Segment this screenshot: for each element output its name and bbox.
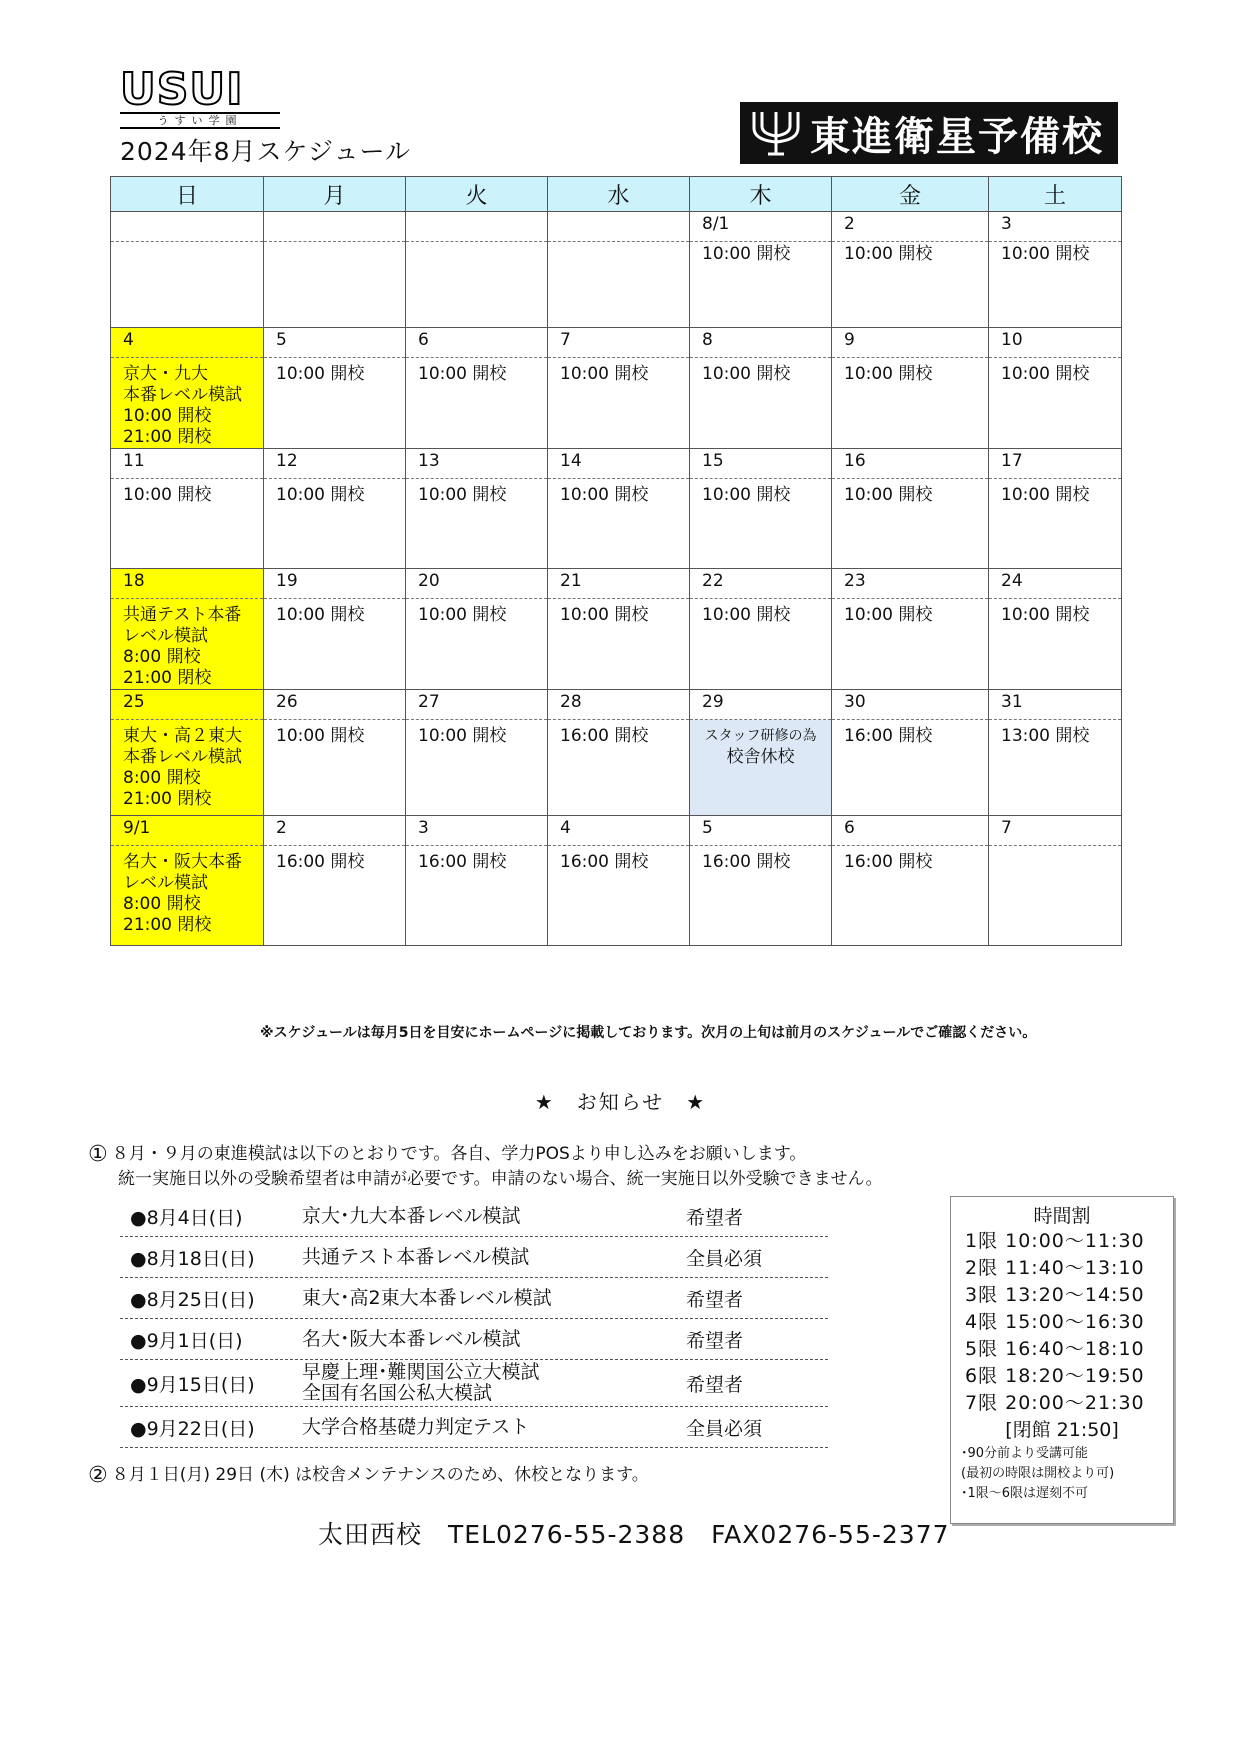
event-cell [989, 479, 1122, 569]
event-text: 16:00 開校 [702, 852, 791, 872]
exam-name-line: 東大･高2東大本番レベル模試 [302, 1286, 552, 1309]
notice-1 [88, 1142, 883, 1191]
weekday-header: 火 [406, 177, 548, 212]
exam-name-line: 早慶上理･難関国公立大模試 [302, 1361, 540, 1383]
week-event-row [111, 358, 1122, 449]
event-text: レベル模試 [123, 873, 208, 893]
date-cell: 2 [264, 816, 406, 846]
event-cell [690, 720, 832, 816]
event-text: 16:00 開校 [560, 852, 649, 872]
event-cell [264, 846, 406, 946]
event-cell [264, 599, 406, 690]
event-text: 10:00 開校 [276, 364, 365, 384]
date-cell: 4 [548, 816, 690, 846]
event-text: 10:00 開校 [844, 485, 933, 505]
event-cell [548, 242, 690, 328]
event-text: 10:00 開校 [1001, 605, 1090, 625]
event-cell [111, 242, 264, 328]
date-cell: 29 [690, 690, 832, 720]
date-cell: 8/1 [690, 212, 832, 242]
timetable-period: 6限 18:20～19:50 [965, 1365, 1145, 1387]
date-cell: 6 [406, 328, 548, 358]
exam-requirement: 全員必須 [686, 1247, 763, 1270]
weekday-header: 木 [690, 177, 832, 212]
timetable-box [950, 1196, 1174, 1524]
exam-date: ●8月18日(日) [130, 1247, 255, 1270]
timetable-period: 2限 11:40～13:10 [965, 1257, 1145, 1279]
event-cell [548, 599, 690, 690]
date-cell: 7 [548, 328, 690, 358]
event-cell [690, 846, 832, 946]
event-cell [111, 599, 264, 690]
contact-info: 太田西校 TEL0276-55-2388 FAX0276-55-2377 [318, 1520, 950, 1549]
calendar-body [111, 212, 1122, 946]
event-text: 10:00 開校 [276, 605, 365, 625]
exam-name-line: 名大･阪大本番レベル模試 [302, 1327, 521, 1350]
date-cell: 2 [832, 212, 989, 242]
timetable-periods [951, 1228, 1173, 1417]
week-event-row [111, 242, 1122, 328]
page-title: 2024年8月スケジュール [120, 137, 412, 166]
timetable-title: 時間割 [1033, 1205, 1091, 1227]
event-cell [111, 846, 264, 946]
notice-2-text: ８月１日(月) 29日 (木) は校舎メンテナンスのため、休校となります。 [111, 1465, 649, 1485]
timetable-closing: [閉館 21:50] [1005, 1419, 1119, 1441]
timetable-period: 5限 16:40～18:10 [965, 1338, 1145, 1360]
event-text: 10:00 開校 [276, 485, 365, 505]
event-text: 8:00 開校 [123, 894, 201, 914]
exam-row [120, 1407, 828, 1448]
week-event-row [111, 479, 1122, 569]
exam-row [120, 1196, 828, 1237]
calendar-note: ※スケジュールは毎月5日を目安にホームページに掲載しております。次月の上旬は前月のスケジュールでご確認ください。 [260, 1025, 1037, 1041]
event-cell [690, 479, 832, 569]
week-date-row [111, 816, 1122, 846]
event-cell [406, 720, 548, 816]
usui-logo-subtext: うすい学園 [120, 112, 280, 129]
event-text: 13:00 開校 [1001, 726, 1090, 746]
exam-date: ●9月15日(日) [130, 1373, 255, 1396]
event-text: 10:00 開校 [560, 485, 649, 505]
date-cell: 24 [989, 569, 1122, 599]
exam-name [302, 1206, 686, 1227]
week-date-row [111, 328, 1122, 358]
date-cell: 30 [832, 690, 989, 720]
date-cell: 28 [548, 690, 690, 720]
event-text: 16:00 開校 [844, 852, 933, 872]
event-cell [832, 599, 989, 690]
exam-name [302, 1288, 686, 1309]
exam-date: ●8月4日(日) [130, 1206, 243, 1229]
event-cell [111, 358, 264, 449]
weekday-header: 水 [548, 177, 690, 212]
exam-row [120, 1360, 828, 1407]
event-text: 10:00 開校 [560, 364, 649, 384]
exam-row [120, 1278, 828, 1319]
usui-logo-text: USUI [120, 64, 244, 115]
exam-name [302, 1362, 686, 1404]
event-cell [406, 479, 548, 569]
date-cell: 10 [989, 328, 1122, 358]
week-date-row [111, 212, 1122, 242]
event-cell [264, 242, 406, 328]
event-cell [989, 846, 1122, 946]
date-cell: 3 [406, 816, 548, 846]
event-cell [832, 846, 989, 946]
event-cell [264, 720, 406, 816]
notice-title: ★ お知らせ ★ [534, 1090, 707, 1114]
event-cell [832, 479, 989, 569]
event-text: 10:00 開校 [702, 244, 791, 264]
date-cell: 20 [406, 569, 548, 599]
event-text: 16:00 開校 [844, 726, 933, 746]
event-text: 10:00 開校 [702, 364, 791, 384]
event-cell [832, 242, 989, 328]
date-cell: 9/1 [111, 816, 264, 846]
event-cell [548, 479, 690, 569]
event-cell [548, 358, 690, 449]
event-text: 10:00 開校 [702, 605, 791, 625]
exam-requirement: 希望者 [686, 1288, 744, 1311]
event-cell [690, 599, 832, 690]
timetable-note: (最初の時限は開校より可) [961, 1466, 1115, 1481]
date-cell: 26 [264, 690, 406, 720]
date-cell: 9 [832, 328, 989, 358]
date-cell: 17 [989, 449, 1122, 479]
exam-name-line: 共通テスト本番レベル模試 [302, 1245, 530, 1268]
weekday-header-row [111, 177, 1122, 212]
timetable-period: 3限 13:20～14:50 [965, 1284, 1145, 1306]
event-text: 本番レベル模試 [123, 385, 242, 405]
exam-requirement: 希望者 [686, 1206, 744, 1229]
event-text: 16:00 開校 [418, 852, 507, 872]
weekday-header: 金 [832, 177, 989, 212]
exam-date: ●8月25日(日) [130, 1288, 255, 1311]
calendar-table [110, 176, 1122, 946]
notice-2-number: ② [88, 1463, 108, 1488]
event-cell [989, 720, 1122, 816]
exam-name-line: 大学合格基礎力判定テスト [302, 1415, 530, 1438]
date-cell: 7 [989, 816, 1122, 846]
timetable-period: 7限 20:00～21:30 [965, 1392, 1145, 1414]
date-cell: 11 [111, 449, 264, 479]
date-cell [406, 212, 548, 242]
exam-date: ●9月22日(日) [130, 1417, 255, 1440]
event-text: 10:00 開校 [1001, 244, 1090, 264]
usui-logo [120, 64, 280, 130]
event-text: 10:00 開校 [844, 244, 933, 264]
event-cell [111, 720, 264, 816]
event-cell [690, 358, 832, 449]
date-cell: 4 [111, 328, 264, 358]
date-cell: 6 [832, 816, 989, 846]
event-text: 10:00 開校 [844, 364, 933, 384]
event-cell [832, 358, 989, 449]
event-text: 21:00 閉校 [123, 789, 212, 809]
event-cell [989, 599, 1122, 690]
exam-requirement: 希望者 [686, 1373, 744, 1396]
date-cell: 23 [832, 569, 989, 599]
exam-list [120, 1196, 828, 1448]
exam-date: ●9月1日(日) [130, 1329, 243, 1352]
date-cell: 13 [406, 449, 548, 479]
event-text: 16:00 開校 [276, 852, 365, 872]
event-cell [989, 358, 1122, 449]
event-text: レベル模試 [123, 626, 208, 646]
week-date-row [111, 690, 1122, 720]
timetable-note: ･90分前より受講可能 [961, 1446, 1089, 1461]
event-text: 8:00 開校 [123, 768, 201, 788]
event-text: 京大・九大 [123, 364, 208, 384]
event-text: 校舎休校 [726, 747, 795, 767]
week-date-row [111, 569, 1122, 599]
date-cell: 5 [264, 328, 406, 358]
exam-requirement: 希望者 [686, 1329, 744, 1352]
date-cell: 3 [989, 212, 1122, 242]
event-text: 10:00 開校 [1001, 364, 1090, 384]
toshin-logo-text: 東進衛星予備校 [810, 113, 1104, 160]
toshin-emblem-icon [748, 108, 804, 158]
timetable-note: ･1限～6限は遅刻不可 [961, 1486, 1089, 1501]
date-cell: 22 [690, 569, 832, 599]
week-event-row [111, 599, 1122, 690]
event-text: 本番レベル模試 [123, 747, 242, 767]
week-event-row [111, 846, 1122, 946]
event-text: 10:00 開校 [418, 485, 507, 505]
date-cell: 21 [548, 569, 690, 599]
event-cell [989, 242, 1122, 328]
event-text: 10:00 開校 [844, 605, 933, 625]
event-cell [264, 479, 406, 569]
date-cell: 12 [264, 449, 406, 479]
exam-name-line: 全国有名国公私大模試 [302, 1382, 493, 1404]
date-cell: 27 [406, 690, 548, 720]
event-cell [548, 846, 690, 946]
event-cell [111, 479, 264, 569]
week-date-row [111, 449, 1122, 479]
week-event-row [111, 720, 1122, 816]
event-cell [406, 846, 548, 946]
event-text: 10:00 開校 [702, 485, 791, 505]
exam-name [302, 1417, 686, 1438]
event-cell [264, 358, 406, 449]
event-text: 10:00 開校 [418, 726, 507, 746]
event-text: スタッフ研修の為 [704, 728, 817, 744]
date-cell [264, 212, 406, 242]
notice-1-line-1: ８月・９月の東進模試は以下のとおりです。各自、学力POSより申し込みをお願いします。 [111, 1144, 807, 1164]
event-cell [406, 358, 548, 449]
timetable-notes [951, 1444, 1173, 1504]
date-cell: 15 [690, 449, 832, 479]
event-text: 10:00 開校 [1001, 485, 1090, 505]
toshin-logo [740, 102, 1118, 164]
exam-requirement: 全員必須 [686, 1417, 763, 1440]
timetable-period: 1限 10:00～11:30 [965, 1230, 1145, 1252]
event-cell [832, 720, 989, 816]
exam-name [302, 1329, 686, 1350]
event-text: 21:00 閉校 [123, 427, 212, 447]
exam-name [302, 1247, 686, 1268]
exam-row [120, 1237, 828, 1278]
event-text: 10:00 開校 [123, 485, 212, 505]
event-text: 10:00 開校 [123, 406, 212, 426]
event-cell [406, 599, 548, 690]
event-text: 21:00 閉校 [123, 668, 212, 688]
event-text: 21:00 閉校 [123, 915, 212, 935]
event-text: 8:00 開校 [123, 647, 201, 667]
event-text: 10:00 開校 [418, 605, 507, 625]
timetable-period: 4限 15:00～16:30 [965, 1311, 1145, 1333]
notice-2 [88, 1460, 649, 1488]
exam-name-line: 京大･九大本番レベル模試 [302, 1204, 521, 1227]
date-cell: 5 [690, 816, 832, 846]
weekday-header: 日 [111, 177, 264, 212]
exam-row [120, 1319, 828, 1360]
event-text: 共通テスト本番 [123, 605, 242, 625]
event-text: 10:00 開校 [418, 364, 507, 384]
date-cell: 19 [264, 569, 406, 599]
date-cell [111, 212, 264, 242]
date-cell: 8 [690, 328, 832, 358]
date-cell: 16 [832, 449, 989, 479]
event-cell [548, 720, 690, 816]
date-cell: 25 [111, 690, 264, 720]
notice-1-line-2: 統一実施日以外の受験希望者は申請が必要です。申請のない場合、統一実施日以外受験できません。 [118, 1169, 883, 1189]
date-cell: 14 [548, 449, 690, 479]
event-text: 東大・高２東大 [123, 726, 242, 746]
event-text: 10:00 開校 [560, 605, 649, 625]
event-cell [406, 242, 548, 328]
event-text: 10:00 開校 [276, 726, 365, 746]
event-cell [690, 242, 832, 328]
weekday-header: 月 [264, 177, 406, 212]
weekday-header: 土 [989, 177, 1122, 212]
date-cell: 18 [111, 569, 264, 599]
event-text: 16:00 開校 [560, 726, 649, 746]
notice-1-number: ① [88, 1142, 108, 1167]
date-cell: 31 [989, 690, 1122, 720]
date-cell [548, 212, 690, 242]
event-text: 名大・阪大本番 [123, 852, 242, 872]
